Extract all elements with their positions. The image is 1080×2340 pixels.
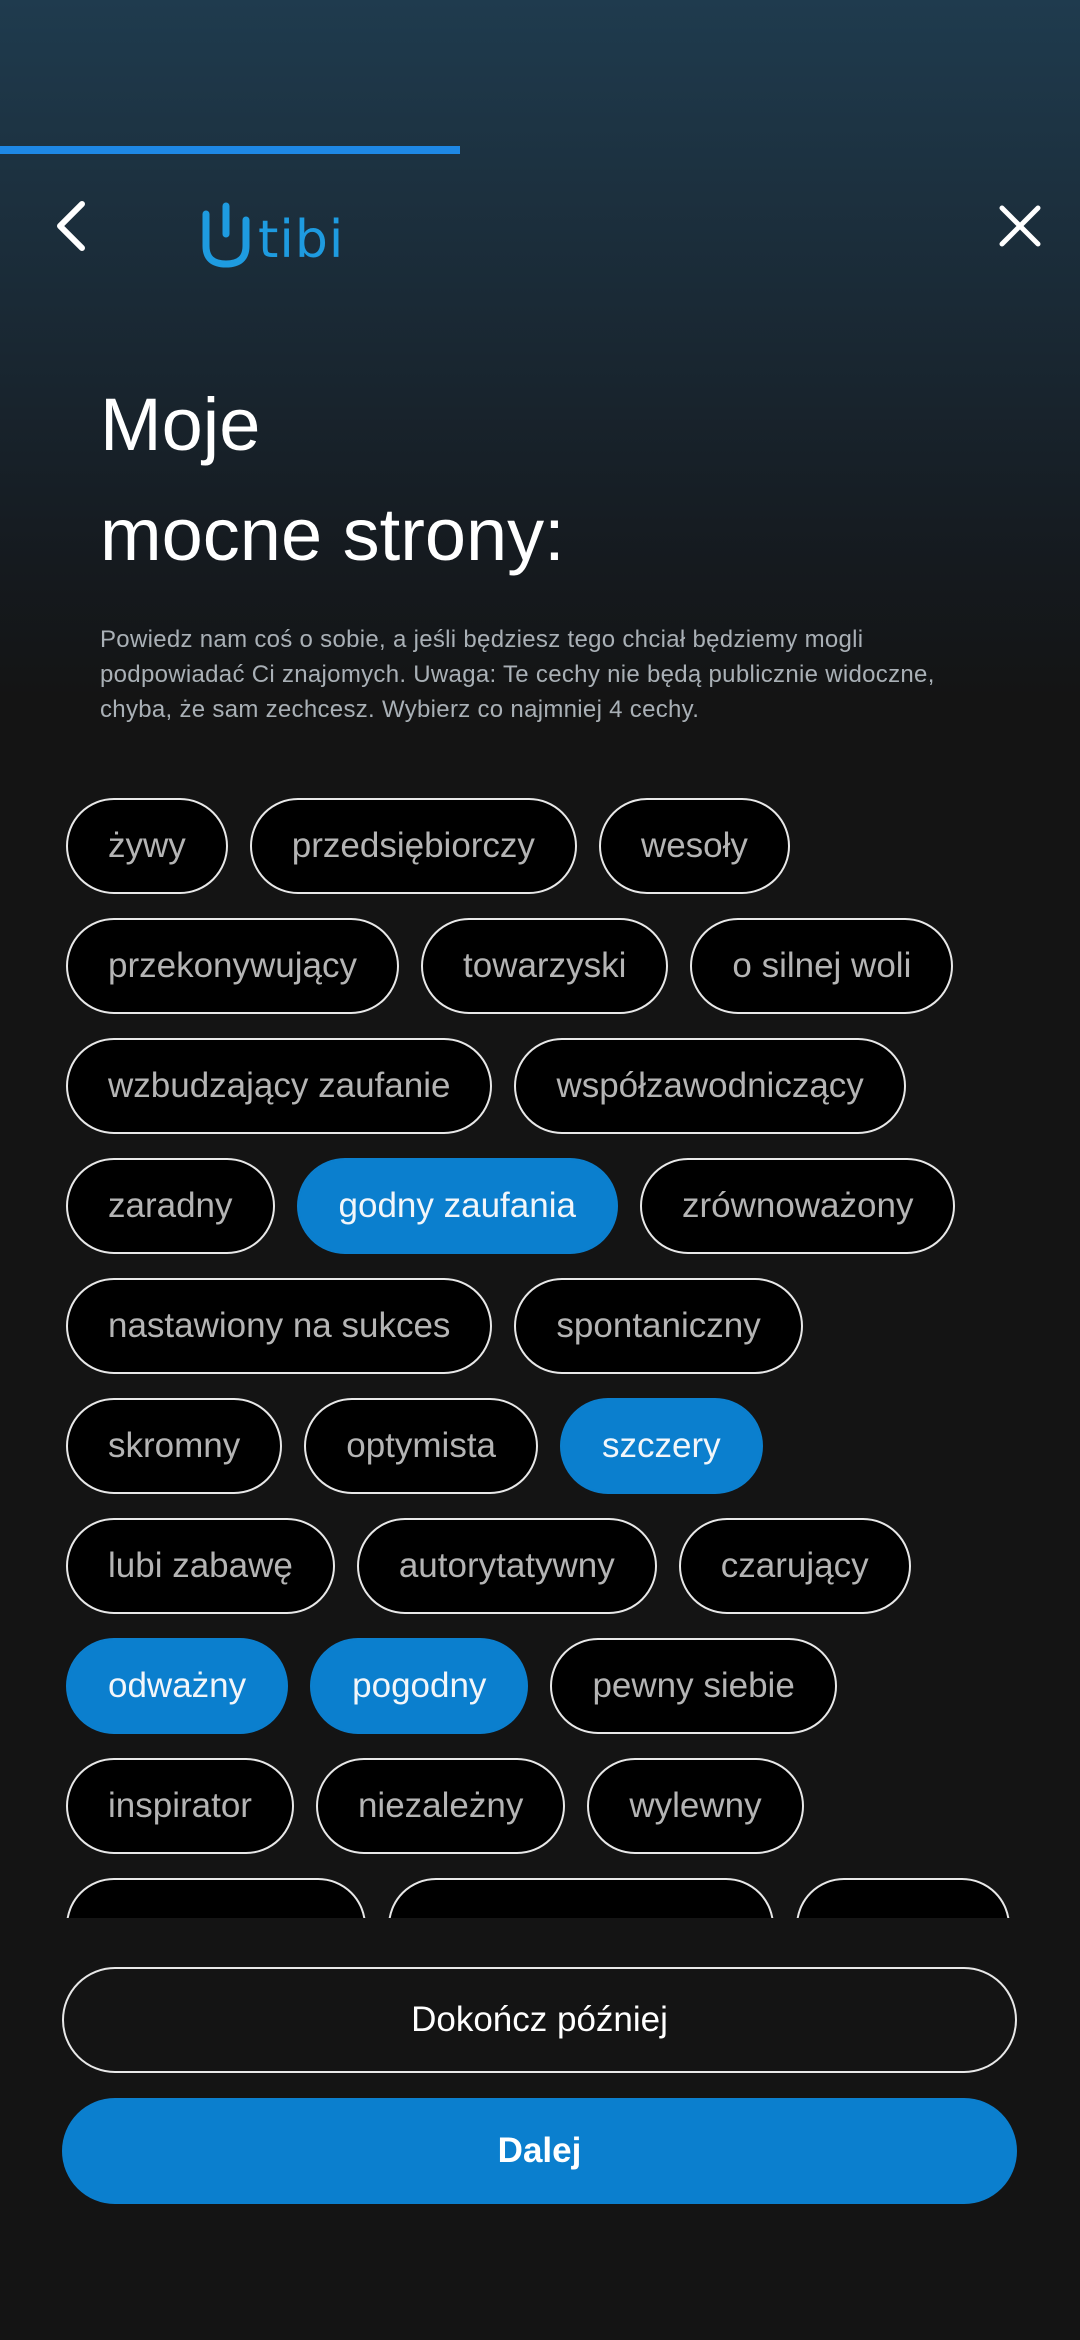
trait-chip[interactable]: pewny siebie bbox=[550, 1638, 836, 1734]
traits-row bbox=[66, 1758, 826, 1854]
trait-chip[interactable]: żywy bbox=[66, 798, 228, 894]
trait-chip[interactable]: niezależny bbox=[316, 1758, 565, 1854]
page-title-line-2: mocne strony: bbox=[100, 493, 565, 576]
app-logo bbox=[200, 190, 344, 270]
traits-row bbox=[66, 918, 975, 1014]
trait-chip[interactable]: odważny bbox=[66, 1638, 288, 1734]
logo-mark-icon bbox=[200, 200, 256, 270]
traits-row bbox=[66, 1398, 785, 1494]
traits-row bbox=[66, 1278, 825, 1374]
trait-chip[interactable] bbox=[388, 1878, 774, 1918]
traits-row bbox=[66, 1878, 1032, 1918]
trait-chip[interactable]: lubi zabawę bbox=[66, 1518, 335, 1614]
trait-chip[interactable]: godny zaufania bbox=[297, 1158, 618, 1254]
trait-chip[interactable]: o silnej woli bbox=[690, 918, 953, 1014]
trait-chip[interactable]: przekonywujący bbox=[66, 918, 399, 1014]
traits-row bbox=[66, 1638, 859, 1734]
trait-chip[interactable]: optymista bbox=[304, 1398, 538, 1494]
trait-chip[interactable]: wylewny bbox=[587, 1758, 803, 1854]
progress-fill bbox=[0, 146, 460, 154]
progress-bar bbox=[0, 146, 1080, 154]
traits-row bbox=[66, 798, 812, 894]
trait-chip[interactable]: zrównoważony bbox=[640, 1158, 956, 1254]
back-button[interactable] bbox=[46, 196, 98, 256]
trait-chip[interactable]: czarujący bbox=[679, 1518, 911, 1614]
trait-chip[interactable]: inspirator bbox=[66, 1758, 294, 1854]
logo-text: tibi bbox=[258, 210, 345, 270]
trait-chip[interactable]: skromny bbox=[66, 1398, 282, 1494]
trait-chip[interactable]: wesoły bbox=[599, 798, 790, 894]
page-title-line-1: Moje bbox=[100, 383, 261, 466]
next-button[interactable]: Dalej bbox=[62, 2098, 1017, 2204]
chevron-left-icon bbox=[46, 196, 98, 256]
page-title bbox=[100, 370, 1000, 590]
trait-chip[interactable]: wzbudzający zaufanie bbox=[66, 1038, 492, 1134]
traits-row bbox=[66, 1518, 933, 1614]
finish-later-button[interactable]: Dokończ później bbox=[62, 1967, 1017, 2073]
trait-chip[interactable] bbox=[796, 1878, 1010, 1918]
traits-list[interactable] bbox=[0, 790, 1080, 1918]
traits-row bbox=[66, 1038, 928, 1134]
trait-chip[interactable]: nastawiony na sukces bbox=[66, 1278, 492, 1374]
trait-chip[interactable]: pogodny bbox=[310, 1638, 528, 1734]
page-description: Powiedz nam coś o sobie, a jeśli będziesz tego chciał będziemy mogli podpowiadać Ci znajomych. Uwaga: Te cechy nie będą publicznie widoczne, chyba, że sam zechcesz. Wybierz co najmniej 4 cechy. bbox=[100, 626, 935, 723]
traits-row bbox=[66, 1158, 977, 1254]
trait-chip[interactable]: autorytatywny bbox=[357, 1518, 657, 1614]
close-button[interactable] bbox=[990, 196, 1050, 256]
trait-chip[interactable]: współzawodniczący bbox=[514, 1038, 905, 1134]
trait-chip[interactable]: szczery bbox=[560, 1398, 763, 1494]
trait-chip[interactable]: towarzyski bbox=[421, 918, 668, 1014]
trait-chip[interactable]: zaradny bbox=[66, 1158, 275, 1254]
trait-chip[interactable]: przedsiębiorczy bbox=[250, 798, 577, 894]
close-icon bbox=[990, 196, 1050, 256]
trait-chip[interactable] bbox=[66, 1878, 366, 1918]
trait-chip[interactable]: spontaniczny bbox=[514, 1278, 802, 1374]
